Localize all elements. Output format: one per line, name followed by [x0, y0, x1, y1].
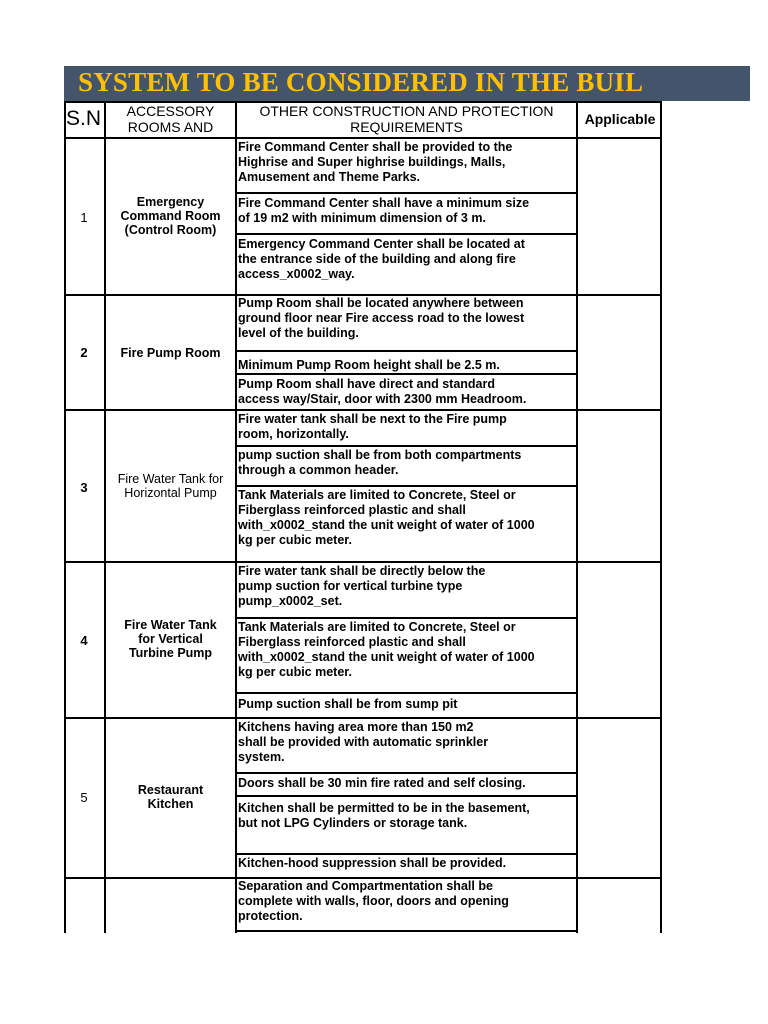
title-banner [64, 66, 750, 101]
room-name: Emergency Command Room (Control Room) [120, 195, 221, 237]
row-divider [64, 717, 662, 719]
column-divider [235, 101, 237, 933]
room-name: Fire Pump Room [120, 346, 221, 360]
requirement-text: Kitchen shall be permitted to be in the basement, but not LPG Cylinders or storage tank. [238, 801, 530, 830]
requirement-text: Tank Materials are limited to Concrete, Steel or Fiberglass reinforced plastic and shall with_x0002_stand the unit weight of water of 1000 kg per cubic meter. [238, 620, 535, 679]
cell-divider [236, 192, 577, 194]
requirement-text: Fire water tank shall be next to the Fire pump room, horizontally. [238, 412, 507, 441]
row-divider [64, 561, 662, 563]
cell-divider [236, 795, 577, 797]
cell-divider [236, 617, 577, 619]
cell-divider [236, 772, 577, 774]
requirement-text: Fire Command Center shall be provided to the Highrise and Super highrise buildings, Malls, Amusement and Theme Parks. [238, 140, 513, 184]
row-divider [64, 409, 662, 411]
cell-divider [236, 350, 577, 352]
requirement-text: Kitchens having area more than 150 m2 shall be provided with automatic sprinkler system. [238, 720, 489, 764]
requirement-text: Pump Room shall be located anywhere between ground floor near Fire access road to the lowest level of the building. [238, 296, 525, 340]
row-divider [64, 137, 662, 139]
requirement-text: Minimum Pump Room height shall be 2.5 m. [238, 358, 500, 372]
requirement-text: Doors shall be 30 min fire rated and self closing. [238, 776, 526, 790]
room-name: Fire Water Tank for Vertical Turbine Pump [124, 618, 217, 660]
requirement-text: pump suction shall be from both compartments through a common header. [238, 448, 522, 477]
row-number: 4 [80, 633, 88, 648]
column-divider [576, 101, 578, 933]
cell-divider [236, 445, 577, 447]
requirement-text: Tank Materials are limited to Concrete, Steel or Fiberglass reinforced plastic and shall with_x0002_stand the unit weight of water of 1000 kg per cubic meter. [238, 488, 535, 547]
cell-divider [236, 692, 577, 694]
header-applicable: Applicable [584, 111, 656, 127]
requirement-text: Separation and Compartmentation shall be complete with walls, floor, doors and opening protection. [238, 879, 509, 923]
requirement-text: Pump Room shall have direct and standard access way/Stair, door with 2300 mm Headroom. [238, 377, 527, 406]
row-number: 3 [80, 480, 88, 495]
requirement-text: Emergency Command Center shall be located at the entrance side of the building and along fire access_x0002_way. [238, 237, 525, 281]
row-number: 2 [80, 345, 88, 360]
requirement-text: Kitchen-hood suppression shall be provided. [238, 856, 507, 870]
cell-divider [236, 485, 577, 487]
requirement-text: Fire water tank shall be directly below the pump suction for vertical turbine type pump_x0002_set. [238, 564, 486, 608]
row-number: 5 [80, 790, 88, 805]
header-accessory-rooms: ACCESSORY ROOMS AND [126, 103, 215, 135]
room-name: Restaurant Kitchen [137, 783, 204, 811]
header-requirements: OTHER CONSTRUCTION AND PROTECTION REQUIREMENTS [259, 103, 554, 135]
cell-divider [236, 373, 577, 375]
room-name: Fire Water Tank for Horizontal Pump [117, 472, 224, 500]
requirement-text: Fire Command Center shall have a minimum size of 19 m2 with minimum dimension of 3 m. [238, 196, 530, 225]
header-sn: S.N [66, 107, 102, 130]
requirement-text: Pump suction shall be from sump pit [238, 697, 458, 711]
cell-divider [236, 233, 577, 235]
cell-divider [236, 930, 577, 932]
banner-title: SYSTEM TO BE CONSIDERED IN THE BUIL [78, 67, 644, 97]
cell-divider [236, 853, 577, 855]
row-number: 1 [80, 210, 88, 225]
